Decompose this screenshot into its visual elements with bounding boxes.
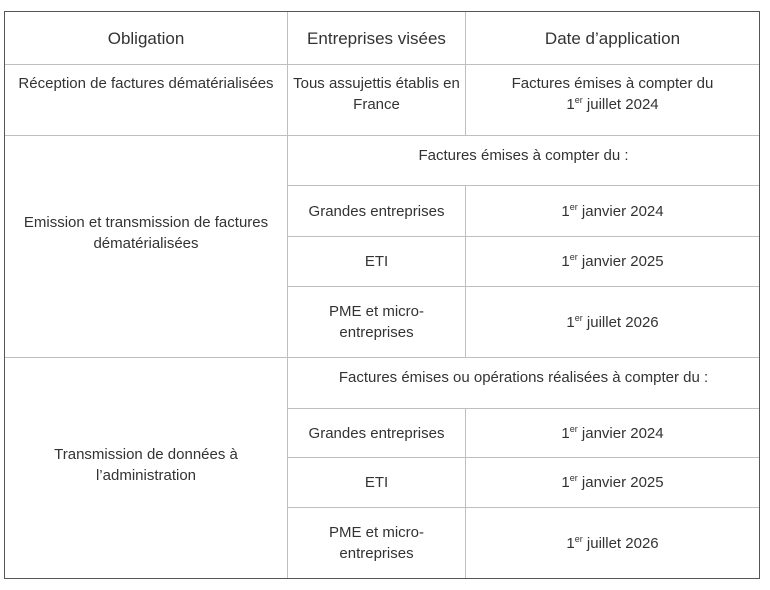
obligation-cell: Réception de factures dématérialisées [5,65,288,136]
header-obligation: Obligation [5,12,288,65]
entreprises-cell: Tous assujettis établis en France [288,65,466,136]
date-prefix: Factures émises à compter du [511,75,714,92]
date-sup: er [574,95,583,105]
date-sup: er [569,423,578,434]
date-cell [466,458,760,508]
obligations-table [4,11,760,579]
date-day: 1 [561,474,570,491]
banner-cell: Factures émises ou opérations réalisées à compter du : [288,358,760,409]
date-cell [466,287,760,358]
banner-cell: Factures émises à compter du : [288,136,760,186]
table-header-row [5,12,760,65]
table-row-emission-banner [5,136,760,186]
date-sup: er [569,201,578,212]
date-rest: janvier 2025 [581,253,664,270]
date-sup: er [574,312,583,323]
date-sup: er [569,473,578,483]
entreprises-cell: Grandes entreprises [288,186,466,237]
date-cell [466,186,760,237]
date-cell [466,409,760,458]
entreprises-cell: ETI [288,458,466,508]
header-date: Date d’application [466,12,760,65]
date-day: 1 [561,202,570,220]
date-day: 1 [566,534,575,552]
date-cell [466,508,760,579]
date-day: 1 [561,424,570,442]
date-rest: juillet 2026 [586,313,659,331]
date-rest: janvier 2024 [581,424,664,442]
entreprises-cell: ETI [288,237,466,287]
date-cell [466,237,760,287]
date-sup: er [574,533,583,544]
date-rest: juillet 2026 [586,534,659,552]
header-entreprises: Entreprises visées [288,12,466,65]
entreprises-cell: PME et micro-entreprises [288,287,466,358]
table-row-transmission-banner [5,358,760,409]
date-day: 1 [561,253,570,270]
date-sup: er [569,252,578,262]
table-row-reception [5,65,760,136]
date-day: 1 [566,96,575,113]
date-rest: juillet 2024 [586,96,659,113]
entreprises-cell: Grandes entreprises [288,409,466,458]
obligation-cell: Emission et transmission de factures dématérialisées [5,136,288,358]
obligation-cell: Transmission de données à l’administration [5,358,288,579]
date-cell [466,65,760,136]
date-day: 1 [566,313,575,331]
entreprises-cell: PME et micro-entreprises [288,508,466,579]
date-rest: janvier 2024 [581,202,664,220]
date-rest: janvier 2025 [581,474,664,491]
